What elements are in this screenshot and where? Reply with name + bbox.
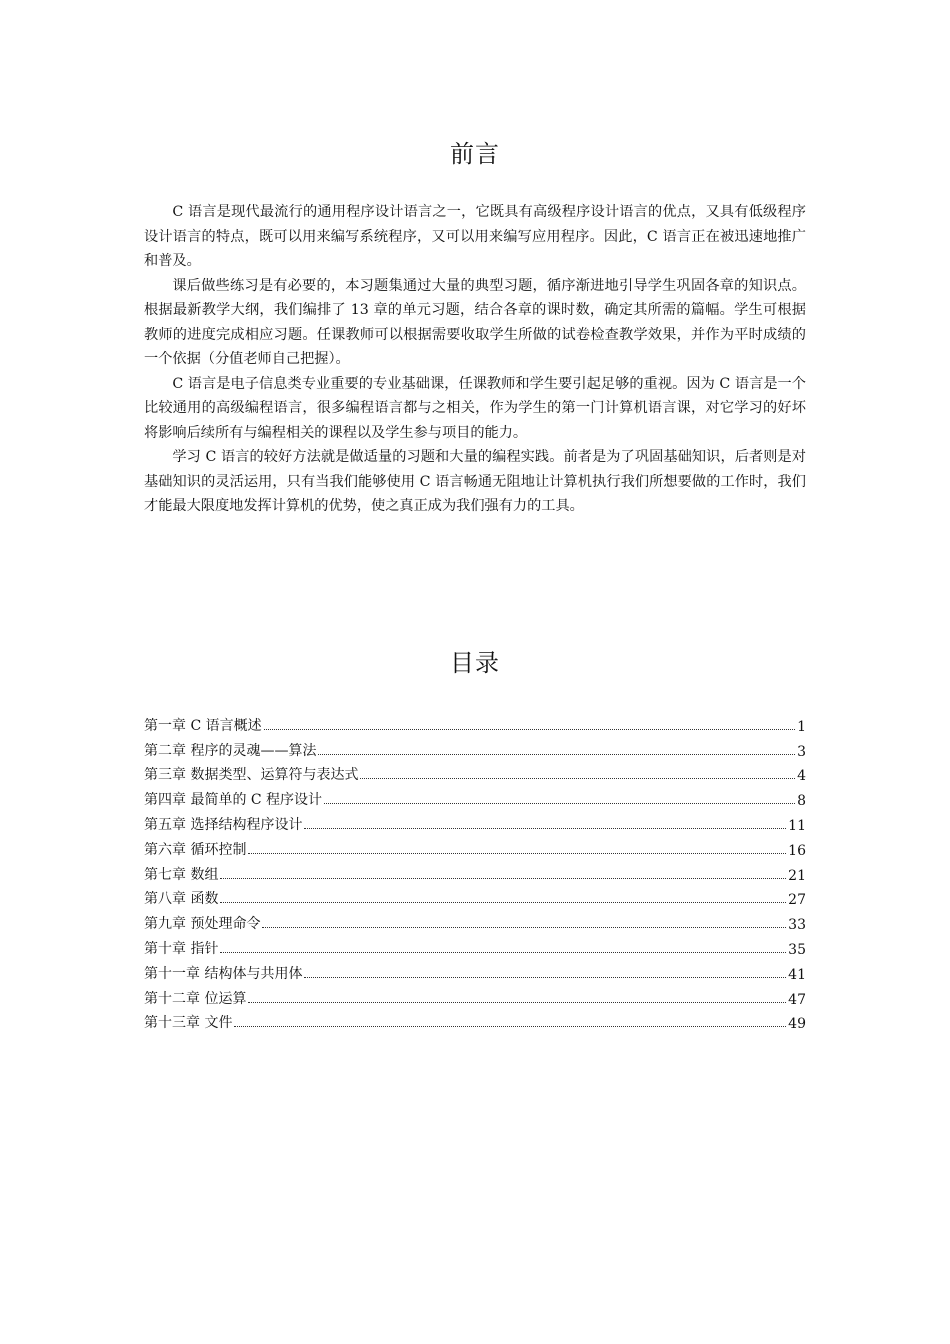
toc-title: 目录 — [450, 649, 500, 677]
toc-entry-page: 41 — [788, 966, 806, 983]
preface-title: 前言 — [450, 140, 500, 168]
toc-entry-title: 第六章 循环控制 — [144, 841, 247, 858]
table-of-contents — [144, 710, 806, 1032]
toc-entry-7[interactable] — [144, 859, 806, 884]
toc-entry-13[interactable] — [144, 1008, 806, 1033]
toc-entry-10[interactable] — [144, 933, 806, 958]
toc-leader-dots — [264, 728, 795, 730]
preface-paragraph-2: 课后做些练习是有必要的，本习题集通过大量的典型习题，循序渐进地引导学生巩固各章的知识点。根据最新教学大纲，我们编排了 13 章的单元习题，结合各章的课时数，确定其所需的篇幅。学生可根据教师的进度完成相应习题。任课教师可以根据需要收取学生所做的试卷检查教学效果，并作为平时成绩的一个依据（分值老师自己把握）。 — [144, 277, 806, 367]
toc-entry-2[interactable] — [144, 735, 806, 760]
toc-leader-dots — [234, 1025, 786, 1027]
preface-paragraph-4: 学习 C 语言的较好方法就是做适量的习题和大量的编程实践。前者是为了巩固基础知识，后者则是对基础知识的灵活运用，只有当我们能够使用 C 语言畅通无阻地让计算机执行我们所想要做的工作时，我们才能最大限度地发挥计算机的优势，使之真正成为我们强有力的工具。 — [144, 449, 806, 514]
toc-entry-page: 47 — [788, 991, 806, 1008]
toc-entry-page: 49 — [788, 1016, 806, 1033]
toc-entry-1[interactable] — [144, 710, 806, 735]
toc-entry-title: 第二章 程序的灵魂——算法 — [144, 742, 317, 759]
toc-entry-title: 第十章 指针 — [144, 940, 219, 957]
toc-entry-page: 27 — [788, 892, 806, 909]
toc-leader-dots — [220, 951, 786, 953]
toc-entry-title: 第三章 数据类型、运算符与表达式 — [144, 767, 359, 784]
toc-leader-dots — [304, 827, 786, 829]
toc-leader-dots — [220, 877, 786, 879]
toc-entry-page: 4 — [797, 768, 806, 785]
toc-entry-12[interactable] — [144, 983, 806, 1008]
toc-entry-11[interactable] — [144, 958, 806, 983]
toc-entry-title: 第七章 数组 — [144, 866, 219, 883]
toc-entry-9[interactable] — [144, 908, 806, 933]
toc-entry-title: 第一章 C 语言概述 — [144, 717, 262, 734]
toc-entry-5[interactable] — [144, 809, 806, 834]
toc-leader-dots — [248, 1001, 786, 1003]
toc-entry-6[interactable] — [144, 834, 806, 859]
toc-entry-page: 1 — [797, 718, 806, 735]
toc-leader-dots — [220, 901, 786, 903]
toc-entry-8[interactable] — [144, 884, 806, 909]
toc-entry-3[interactable] — [144, 760, 806, 785]
toc-entry-page: 8 — [797, 793, 806, 810]
toc-leader-dots — [248, 852, 786, 854]
toc-entry-page: 33 — [788, 917, 806, 934]
toc-entry-page: 35 — [788, 941, 806, 958]
toc-leader-dots — [304, 976, 786, 978]
toc-entry-title: 第四章 最简单的 C 程序设计 — [144, 792, 323, 809]
toc-leader-dots — [318, 753, 795, 755]
preface-paragraph-3: C 语言是电子信息类专业重要的专业基础课，任课教师和学生要引起足够的重视。因为 C 语言是一个比较通用的高级编程语言，很多编程语言都与之相关，作为学生的第一门计算机语言课，对它学习的好坏将影响后续所有与编程相关的课程以及学生参与项目的能力。 — [144, 375, 806, 441]
toc-entry-title: 第十二章 位运算 — [144, 990, 247, 1007]
toc-entry-title: 第十三章 文件 — [144, 1015, 233, 1032]
preface-body — [144, 200, 806, 519]
preface-paragraph-1: C 语言是现代最流行的通用程序设计语言之一，它既具有高级程序设计语言的优点，又具有低级程序设计语言的特点，既可以用来编写系统程序，又可以用来编写应用程序。因此，C 语言正在被迅速地推广和普及。 — [144, 204, 806, 269]
toc-entry-title: 第八章 函数 — [144, 891, 219, 908]
toc-leader-dots — [360, 777, 795, 779]
toc-entry-page: 16 — [788, 842, 806, 859]
toc-entry-page: 11 — [788, 817, 806, 834]
toc-entry-page: 21 — [788, 867, 806, 884]
toc-leader-dots — [262, 926, 786, 928]
toc-entry-title: 第十一章 结构体与共用体 — [144, 965, 303, 982]
toc-entry-title: 第九章 预处理命令 — [144, 916, 261, 933]
toc-entry-4[interactable] — [144, 784, 806, 809]
toc-entry-page: 3 — [797, 743, 806, 760]
toc-leader-dots — [324, 802, 795, 804]
toc-entry-title: 第五章 选择结构程序设计 — [144, 816, 303, 833]
